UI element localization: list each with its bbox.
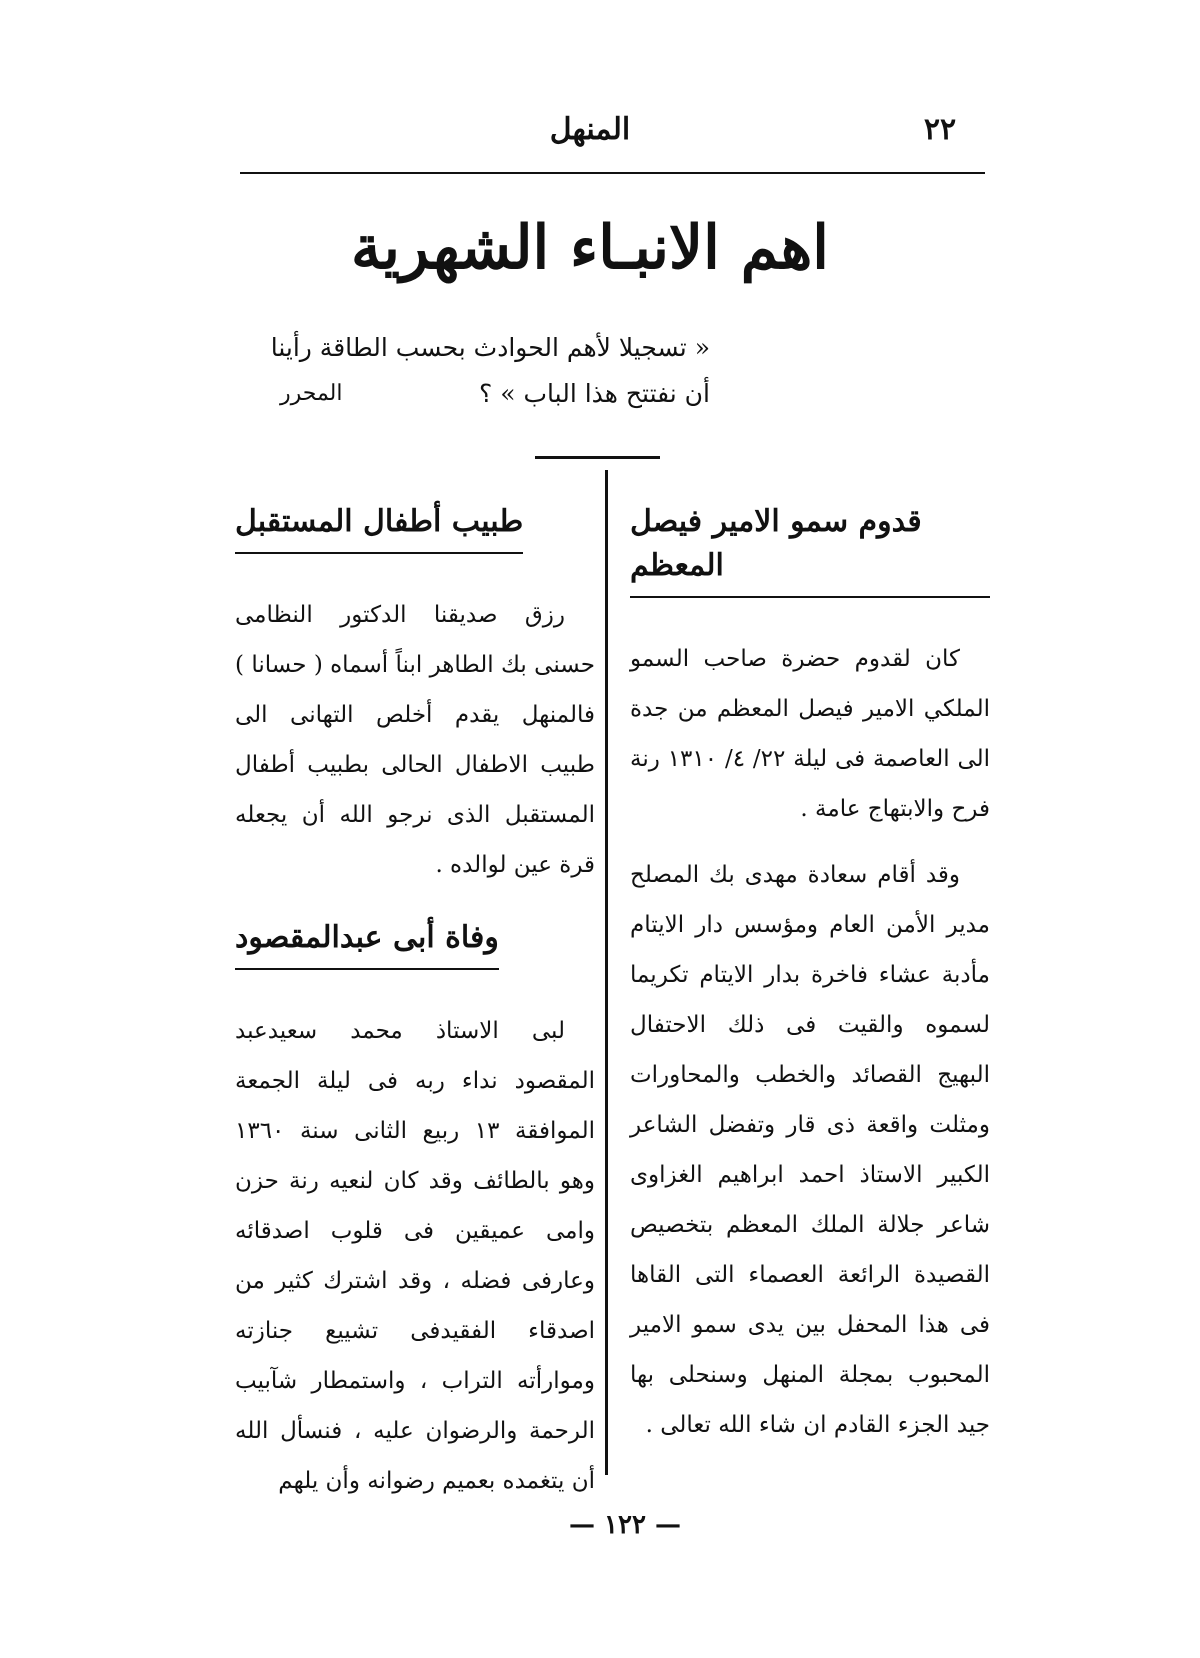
paragraph-banquet: وقد أقام سعادة مهدى بك المصلح مدير الأمن العام ومؤسس دار الايتام مأدبة عشاء فاخرة بدار الايتام تكريما لسموه والقيت فى ذلك الاحتفال البهيج القصائد والخطب والمحاورات ومثلت واقعة ذى قار وتفضل الشاعر الكبير الاستاذ احمد ابراهيم الغزاوى شاعر جلالة الملك المعظم بتخصيص القصيدة الرائعة العصماء التى القاها فى هذا المحفل بين يدى سمو الامير المحبوب بمجلة المنهل وسنحلى بها جيد الجزء القادم ان شاء الله تعالى . [630,862,990,1438]
quote-line-2: أن نفتتح هذا الباب » ؟ [479,379,710,408]
quote-line-1: « تسجيلا لأهم الحوادث بحسب الطاقة رأينا [270,333,710,362]
header-rule [240,172,985,174]
left-column [235,500,595,1506]
quote-line-2-row [240,371,710,417]
heading-prince-faisal-arrival: قدوم سمو الامير فيصل المعظم [630,500,990,598]
main-title: اهم الانبـاء الشهرية [351,213,829,283]
heading-obituary: وفاة أبى عبدالمقصود [235,916,499,970]
heading-future-pediatrician: طبيب أطفال المستقبل [235,500,523,554]
right-heading-wrap [630,500,990,598]
left-heading2-wrap [235,916,595,970]
paragraph-arrival: كان لقدوم حضرة صاحب السمو الملكي الامير فيصل المعظم من جدة الى العاصمة فى ليلة ٢٢/ ٤/ ١٣١٠ رنة فرح والابتهاج عامة . [630,646,991,822]
intro-quote [240,325,710,417]
header-journal-name: المنهل [549,112,631,147]
right-column [630,500,990,1450]
left-heading1-wrap [235,500,595,554]
footer-page-number: — ١٢٢ — [568,1510,682,1540]
header-page-number: ٢٢ [923,112,957,147]
column-divider [605,470,608,1475]
paragraph-obituary: لبى الاستاذ محمد سعيدعبد المقصود نداء ربه فى ليلة الجمعة الموافقة ١٣ ربيع الثانى سنة ١٣٦٠ وهو بالطائف وقد كان لنعيه رنة حزن وامى عميقين فى قلوب اصدقائه وعارفى فضله ، وقد اشترك كثير من اصدقاء الفقيدفى تشييع جنازته وموارأته التراب ، واستمطار شآبيب الرحمة والرضوان عليه ، فنسأل الله أن يتغمده بعميم رضوانه وأن يلهم [235,1018,595,1494]
paragraph-birth-announcement: رزق صديقنا الدكتور النظامى حسنى بك الطاهر ابناً أسماه ( حسانا ) فالمنهل يقدم أخلص التهانى الى طبيب الاطفال الحالى بطبيب أطفال المستقبل الذى نرجو الله أن يجعله قرة عين لوالده . [235,602,595,878]
section-divider-rule [535,456,660,459]
quote-signature: المحرر [280,381,343,406]
